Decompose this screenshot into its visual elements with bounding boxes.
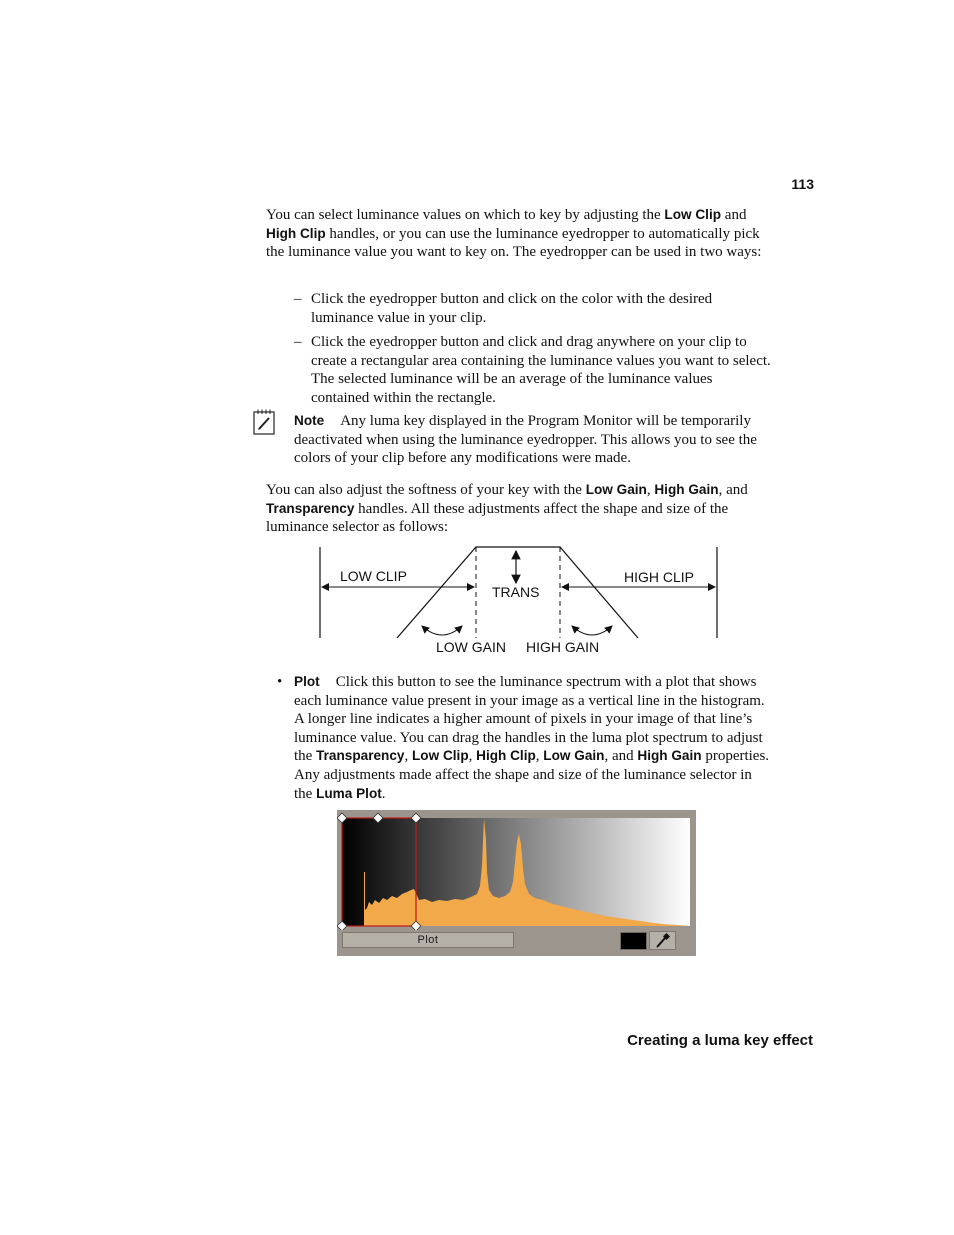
page-number: 113 [791, 176, 814, 192]
plot-bullet-marker: • [277, 674, 283, 690]
luminance-selector-diagram [310, 540, 730, 660]
note-pencil-icon [253, 408, 277, 436]
term-low-clip: Low Clip [664, 207, 722, 222]
running-footer: Creating a luma key effect [627, 1032, 813, 1049]
intro-paragraph: You can select luminance values on which to key by adjusting the Low Clip and High Clip handles, or you can use the luminance eyedropper to automatically pick the luminance value you want to key on. The eyedropper can be used in two ways: [266, 207, 762, 261]
list-item: – Click the eyedropper button and click on the color with the desired luminance value in your clip. [294, 291, 713, 326]
label-low-clip: LOW CLIP [340, 568, 407, 584]
luma-plot-panel [337, 810, 696, 956]
note-label: Note [294, 413, 325, 428]
note-paragraph: Note Any luma key displayed in the Program Monitor will be temporarily deactivated when using the luminance eyedropper. This allows you to see the colors of your clip before any modifications were made. [294, 413, 757, 467]
plot-button[interactable]: Plot [342, 932, 514, 948]
term-transparency: Transparency [266, 500, 355, 516]
term-plot: Plot [294, 674, 320, 689]
label-high-clip: HIGH CLIP [624, 569, 695, 585]
term-low-gain: Low Gain [585, 482, 647, 497]
list-item: – Click the eyedropper button and click and drag anywhere on your clip to create a rectangular area containing the luminance values you want to select. The selected luminance will be an average of the luminance values contained within the rectangle. [294, 334, 771, 406]
eyedropper-button[interactable] [649, 931, 676, 950]
plot-paragraph: Plot Click this button to see the luminance spectrum with a plot that shows each luminance value present in your image as a vertical line in the histogram. A longer line indicates a higher amount of pixels in your image of that line’s luminance value. You can drag the handles in the luma plot spectrum to adjust the Transparency, Low Clip, High Clip, Low Gain, and High Gain properties. Any adjustments made affect the shape and size of the luminance selector in the Luma Plot. [294, 674, 770, 802]
label-high-gain: HIGH GAIN [526, 639, 600, 655]
softness-paragraph: You can also adjust the softness of your key with the Low Gain, High Gain, and Transparency handles. All these adjustments affect the shape and size of the luminance selector as follows: [266, 482, 748, 536]
luminance-swatch [620, 932, 647, 950]
term-high-gain: High Gain [654, 482, 719, 497]
dash-marker: – [294, 291, 302, 307]
dash-marker: – [294, 334, 302, 350]
label-low-gain: LOW GAIN [436, 639, 507, 655]
label-trans: TRANS [492, 584, 540, 600]
eyedropper-icon [650, 932, 675, 949]
term-high-clip: High Clip [266, 225, 326, 241]
